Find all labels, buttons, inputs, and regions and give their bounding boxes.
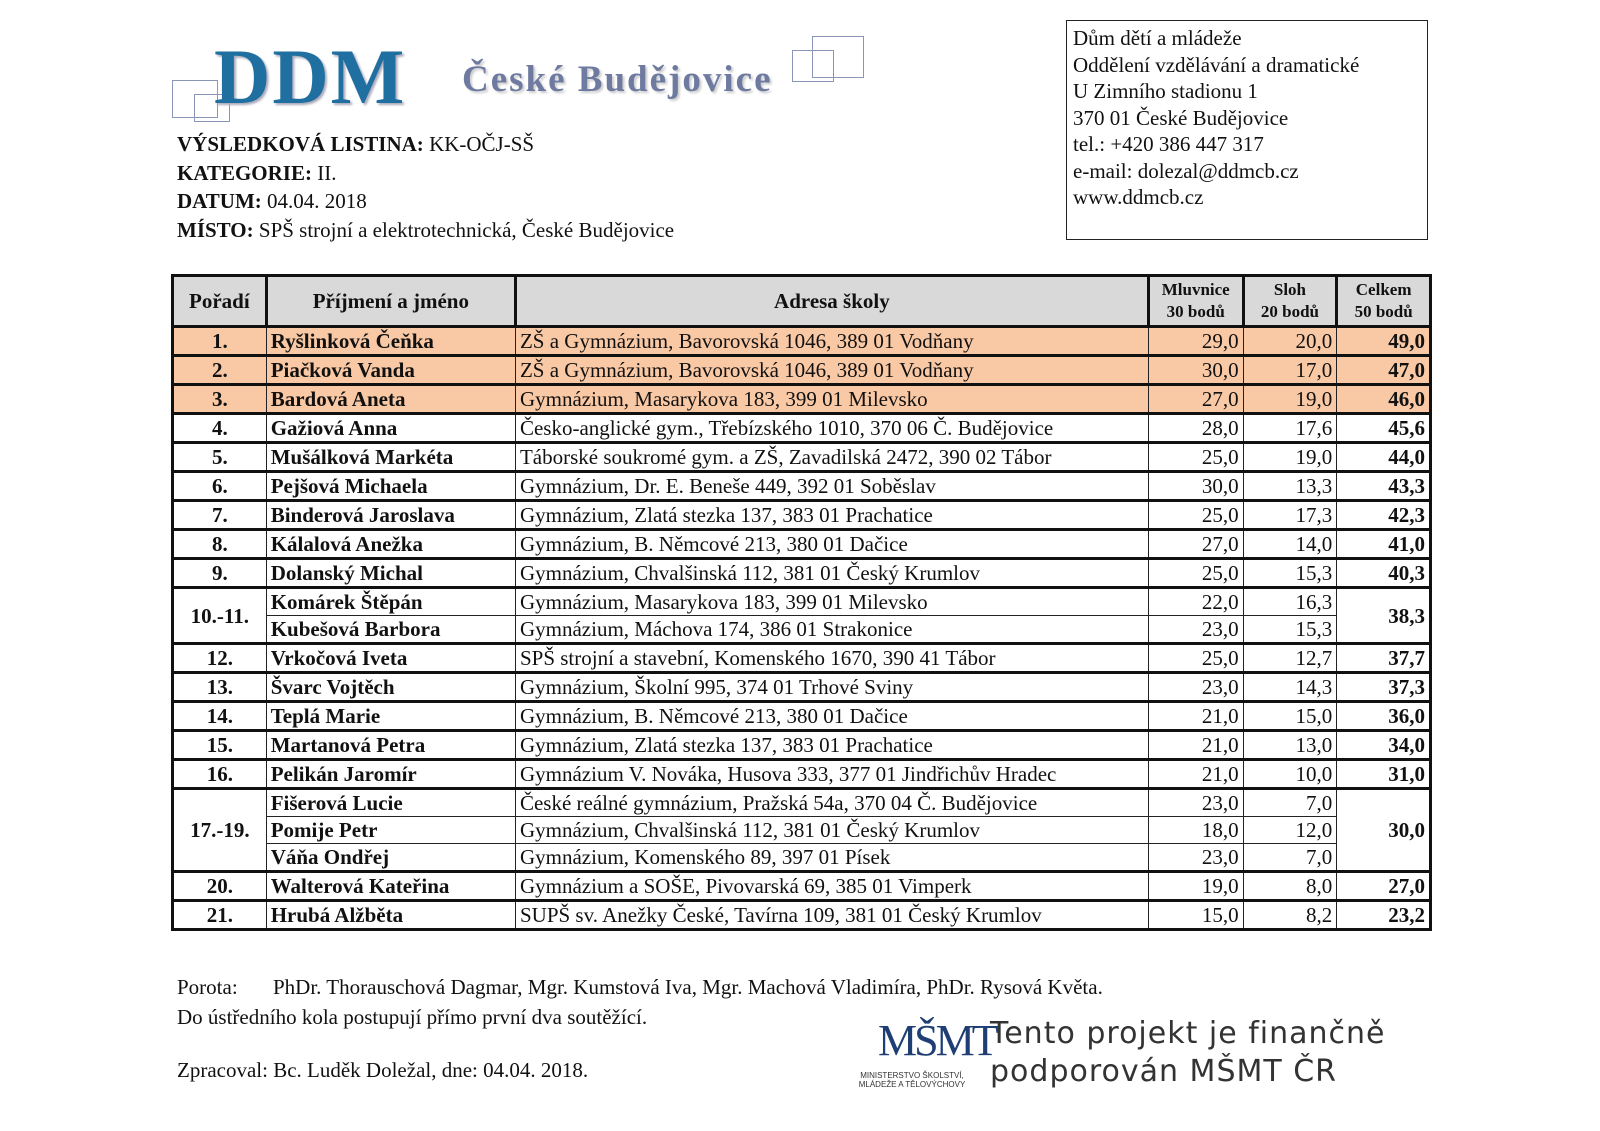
essay-cell: 15,3 — [1243, 616, 1337, 644]
school-cell: Gymnázium, Dr. E. Beneše 449, 392 01 Soběslav — [515, 472, 1148, 501]
rank-cell: 5. — [173, 443, 267, 472]
total-cell: 31,0 — [1337, 760, 1431, 789]
header-total-points: 50 bodů — [1354, 302, 1413, 321]
school-cell: Gymnázium, Masarykova 183, 399 01 Milevsko — [515, 588, 1148, 616]
school-cell: SPŠ strojní a stavební, Komenského 1670, 390 41 Tábor — [515, 644, 1148, 673]
grammar-cell: 29,0 — [1148, 327, 1243, 356]
table-row — [173, 901, 1431, 930]
total-cell: 37,3 — [1337, 673, 1431, 702]
rank-cell: 7. — [173, 501, 267, 530]
header-school: Adresa školy — [515, 276, 1148, 327]
essay-cell: 8,2 — [1243, 901, 1337, 930]
jury-members: PhDr. Thorauschová Dagmar, Mgr. Kumstová Iva, Mgr. Machová Vladimíra, PhDr. Rysová Květa. — [273, 975, 1103, 999]
info-line-category — [177, 159, 674, 188]
rank-cell: 21. — [173, 901, 267, 930]
essay-cell: 19,0 — [1243, 385, 1337, 414]
funding-note-line: Tento projekt je finančně — [990, 1016, 1386, 1051]
total-cell: 49,0 — [1337, 327, 1431, 356]
table-row — [173, 443, 1431, 472]
contact-box — [1066, 20, 1428, 240]
table-row — [173, 644, 1431, 673]
school-cell: Gymnázium, B. Němcové 213, 380 01 Dačice — [515, 702, 1148, 731]
name-cell: Hrubá Alžběta — [266, 901, 515, 930]
name-cell: Teplá Marie — [266, 702, 515, 731]
school-cell: SUPŠ sv. Anežky České, Tavírna 109, 381 01 Český Krumlov — [515, 901, 1148, 930]
table-row — [173, 789, 1431, 817]
total-cell: 47,0 — [1337, 356, 1431, 385]
info-label: MÍSTO: — [177, 217, 254, 242]
essay-cell: 17,3 — [1243, 501, 1337, 530]
rank-cell: 3. — [173, 385, 267, 414]
grammar-cell: 18,0 — [1148, 817, 1243, 844]
results-header-info — [177, 130, 674, 244]
grammar-cell: 21,0 — [1148, 702, 1243, 731]
grammar-cell: 23,0 — [1148, 673, 1243, 702]
name-cell: Binderová Jaroslava — [266, 501, 515, 530]
table-row — [173, 731, 1431, 760]
rank-cell: 13. — [173, 673, 267, 702]
essay-cell: 15,3 — [1243, 559, 1337, 588]
info-value: KK-OČJ-SŠ — [429, 132, 535, 156]
grammar-cell: 15,0 — [1148, 901, 1243, 930]
grammar-cell: 21,0 — [1148, 731, 1243, 760]
name-cell: Bardová Aneta — [266, 385, 515, 414]
total-cell: 30,0 — [1337, 789, 1431, 872]
total-cell: 27,0 — [1337, 872, 1431, 901]
contact-website: www.ddmcb.cz — [1073, 185, 1204, 209]
essay-cell: 14,3 — [1243, 673, 1337, 702]
grammar-cell: 19,0 — [1148, 872, 1243, 901]
total-cell: 37,7 — [1337, 644, 1431, 673]
info-value: 04.04. 2018 — [267, 189, 367, 213]
rank-cell: 17.-19. — [173, 789, 267, 872]
contact-email: e-mail: dolezal@ddmcb.cz — [1073, 158, 1299, 183]
school-cell: Gymnázium, Školní 995, 374 01 Trhové Sviny — [515, 673, 1148, 702]
header-rank: Pořadí — [173, 276, 267, 327]
essay-cell: 10,0 — [1243, 760, 1337, 789]
info-line-place — [177, 216, 674, 245]
table-row — [173, 501, 1431, 530]
school-cell: Gymnázium, Masarykova 183, 399 01 Milevsko — [515, 385, 1148, 414]
name-cell: Pelikán Jaromír — [266, 760, 515, 789]
rank-cell: 14. — [173, 702, 267, 731]
table-row — [173, 530, 1431, 559]
table-row — [173, 844, 1431, 872]
table-row — [173, 385, 1431, 414]
total-cell: 45,6 — [1337, 414, 1431, 443]
grammar-cell: 27,0 — [1148, 385, 1243, 414]
essay-cell: 12,7 — [1243, 644, 1337, 673]
table-row — [173, 356, 1431, 385]
school-cell: Gymnázium, Chvalšinská 112, 381 01 Český Krumlov — [515, 817, 1148, 844]
grammar-cell: 30,0 — [1148, 356, 1243, 385]
rank-cell: 9. — [173, 559, 267, 588]
grammar-cell: 25,0 — [1148, 443, 1243, 472]
school-cell: Gymnázium a SOŠE, Pivovarská 69, 385 01 Vimperk — [515, 872, 1148, 901]
essay-cell: 17,6 — [1243, 414, 1337, 443]
table-row — [173, 588, 1431, 616]
name-cell: Kálalová Anežka — [266, 530, 515, 559]
msmt-logo-text — [842, 1071, 982, 1089]
header-grammar — [1148, 276, 1243, 327]
table-row — [173, 760, 1431, 789]
table-row — [173, 559, 1431, 588]
funding-note — [990, 1015, 1386, 1091]
essay-cell: 13,0 — [1243, 731, 1337, 760]
name-cell: Gažiová Anna — [266, 414, 515, 443]
total-cell: 23,2 — [1337, 901, 1431, 930]
header-grammar-title: Mluvnice — [1161, 280, 1230, 299]
contact-line: Dům dětí a mládeže — [1073, 26, 1242, 50]
advance-note: Do ústředního kola postupují přímo první dva soutěžící. — [177, 1005, 648, 1029]
rank-cell: 12. — [173, 644, 267, 673]
school-cell: Česko-anglické gym., Třebízského 1010, 370 06 Č. Budějovice — [515, 414, 1148, 443]
essay-cell: 16,3 — [1243, 588, 1337, 616]
essay-cell: 13,3 — [1243, 472, 1337, 501]
header-total — [1337, 276, 1431, 327]
school-cell: Táborské soukromé gym. a ZŠ, Zavadilská 2472, 390 02 Tábor — [515, 443, 1148, 472]
grammar-cell: 23,0 — [1148, 789, 1243, 817]
header-essay-points: 20 bodů — [1260, 302, 1319, 321]
header-total-title: Celkem — [1355, 280, 1412, 299]
table-row — [173, 327, 1431, 356]
grammar-cell: 25,0 — [1148, 501, 1243, 530]
school-cell: Gymnázium, Zlatá stezka 137, 383 01 Prachatice — [515, 731, 1148, 760]
info-label: DATUM: — [177, 189, 262, 213]
essay-cell: 7,0 — [1243, 789, 1337, 817]
name-cell: Walterová Kateřina — [266, 872, 515, 901]
essay-cell: 15,0 — [1243, 702, 1337, 731]
ddm-logo — [172, 28, 902, 128]
jury-line — [177, 972, 1103, 1002]
processed-by: Zpracoval: Bc. Luděk Doležal, dne: 04.04. 2018. — [177, 1058, 589, 1082]
contact-phone: tel.: +420 386 447 317 — [1073, 132, 1264, 156]
table-row — [173, 817, 1431, 844]
results-table — [171, 274, 1432, 931]
info-label: KATEGORIE: — [177, 160, 312, 185]
essay-cell: 19,0 — [1243, 443, 1337, 472]
name-cell: Ryšlinková Čeňka — [266, 327, 515, 356]
name-cell: Pejšová Michaela — [266, 472, 515, 501]
contact-line: 370 01 České Budějovice — [1073, 105, 1289, 130]
name-cell: Martanová Petra — [266, 731, 515, 760]
essay-cell: 20,0 — [1243, 327, 1337, 356]
essay-cell: 14,0 — [1243, 530, 1337, 559]
total-cell: 34,0 — [1337, 731, 1431, 760]
info-label: VÝSLEDKOVÁ LISTINA: — [177, 132, 424, 156]
grammar-cell: 25,0 — [1148, 559, 1243, 588]
header-essay — [1243, 276, 1337, 327]
essay-cell: 8,0 — [1243, 872, 1337, 901]
name-cell: Váňa Ondřej — [266, 844, 515, 872]
logo-abbreviation: DDM — [214, 33, 407, 120]
school-cell: ZŠ a Gymnázium, Bavorovská 1046, 389 01 Vodňany — [515, 356, 1148, 385]
total-cell: 36,0 — [1337, 702, 1431, 731]
name-cell: Mušálková Markéta — [266, 443, 515, 472]
name-cell: Piačková Vanda — [266, 356, 515, 385]
rank-cell: 2. — [173, 356, 267, 385]
school-cell: Gymnázium, Komenského 89, 397 01 Písek — [515, 844, 1148, 872]
rank-cell: 10.-11. — [173, 588, 267, 644]
essay-cell: 17,0 — [1243, 356, 1337, 385]
results-body — [173, 327, 1431, 930]
school-cell: ZŠ a Gymnázium, Bavorovská 1046, 389 01 Vodňany — [515, 327, 1148, 356]
contact-line: U Zimního stadionu 1 — [1073, 79, 1258, 103]
table-row — [173, 702, 1431, 731]
school-cell: Gymnázium, B. Němcové 213, 380 01 Dačice — [515, 530, 1148, 559]
info-line-date — [177, 187, 674, 216]
grammar-cell: 25,0 — [1148, 644, 1243, 673]
school-cell: České reálné gymnázium, Pražská 54a, 370 04 Č. Budějovice — [515, 789, 1148, 817]
name-cell: Vrkočová Iveta — [266, 644, 515, 673]
school-cell: Gymnázium V. Nováka, Husova 333, 377 01 Jindřichův Hradec — [515, 760, 1148, 789]
logo-frame-decoration — [792, 50, 834, 82]
total-cell: 40,3 — [1337, 559, 1431, 588]
table-row — [173, 673, 1431, 702]
table-row — [173, 872, 1431, 901]
table-row — [173, 472, 1431, 501]
total-cell: 46,0 — [1337, 385, 1431, 414]
grammar-cell: 27,0 — [1148, 530, 1243, 559]
msmt-logo — [842, 1015, 996, 1097]
name-cell: Fišerová Lucie — [266, 789, 515, 817]
msmt-logo-mark: MŠMT — [878, 1016, 996, 1065]
jury-label: Porota: — [177, 975, 238, 999]
grammar-cell: 23,0 — [1148, 616, 1243, 644]
name-cell: Pomije Petr — [266, 817, 515, 844]
grammar-cell: 21,0 — [1148, 760, 1243, 789]
total-cell: 44,0 — [1337, 443, 1431, 472]
school-cell: Gymnázium, Zlatá stezka 137, 383 01 Prachatice — [515, 501, 1148, 530]
rank-cell: 16. — [173, 760, 267, 789]
msmt-logo-line: MLÁDEŽE A TĚLOVÝCHOVY — [858, 1080, 966, 1089]
funding-note-line: podporován MŠMT ČR — [990, 1054, 1338, 1089]
rank-cell: 6. — [173, 472, 267, 501]
name-cell: Švarc Vojtěch — [266, 673, 515, 702]
header-essay-title: Sloh — [1273, 280, 1307, 299]
info-value: II. — [317, 160, 337, 185]
rank-cell: 1. — [173, 327, 267, 356]
header-name: Příjmení a jméno — [266, 276, 515, 327]
msmt-logo-line: MINISTERSTVO ŠKOLSTVÍ, — [860, 1071, 964, 1080]
rank-cell: 15. — [173, 731, 267, 760]
rank-cell: 20. — [173, 872, 267, 901]
info-line-results — [177, 130, 674, 159]
rank-cell: 8. — [173, 530, 267, 559]
rank-cell: 4. — [173, 414, 267, 443]
grammar-cell: 28,0 — [1148, 414, 1243, 443]
essay-cell: 12,0 — [1243, 817, 1337, 844]
school-cell: Gymnázium, Máchova 174, 386 01 Strakonice — [515, 616, 1148, 644]
contact-line: Oddělení vzdělávání a dramatické — [1073, 52, 1360, 77]
name-cell: Komárek Štěpán — [266, 588, 515, 616]
info-value: SPŠ strojní a elektrotechnická, České Budějovice — [258, 217, 675, 242]
total-cell: 38,3 — [1337, 588, 1431, 644]
grammar-cell: 30,0 — [1148, 472, 1243, 501]
grammar-cell: 23,0 — [1148, 844, 1243, 872]
table-header-row — [173, 276, 1431, 327]
total-cell: 42,3 — [1337, 501, 1431, 530]
school-cell: Gymnázium, Chvalšinská 112, 381 01 Český Krumlov — [515, 559, 1148, 588]
header-grammar-points: 30 bodů — [1166, 302, 1225, 321]
table-row — [173, 414, 1431, 443]
essay-cell: 7,0 — [1243, 844, 1337, 872]
logo-city: České Budějovice — [462, 59, 773, 100]
name-cell: Dolanský Michal — [266, 559, 515, 588]
grammar-cell: 22,0 — [1148, 588, 1243, 616]
total-cell: 41,0 — [1337, 530, 1431, 559]
name-cell: Kubešová Barbora — [266, 616, 515, 644]
total-cell: 43,3 — [1337, 472, 1431, 501]
table-row — [173, 616, 1431, 644]
